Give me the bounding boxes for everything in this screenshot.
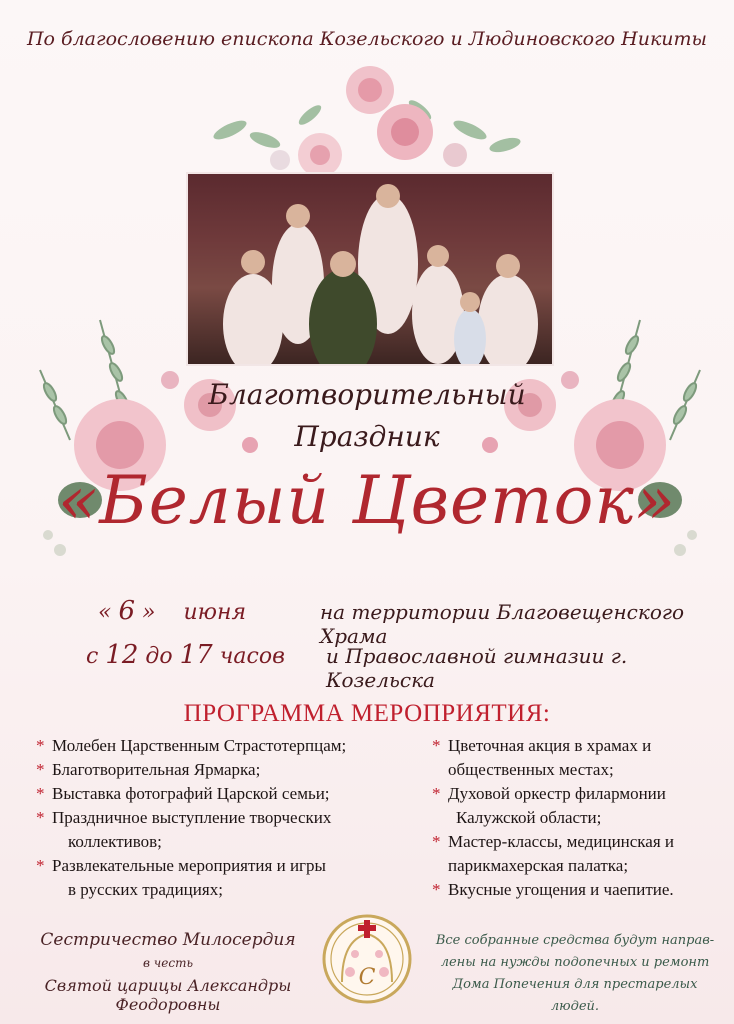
list-item (36, 854, 406, 902)
list-item-text: Вкусные угощения и чаепитие. (448, 880, 674, 899)
bullet-star: * (432, 880, 441, 899)
list-item-text: Мастер-классы, медицинская и (448, 832, 675, 851)
list-item-text: Благотворительная Ярмарка; (52, 760, 261, 779)
list-item-text: Духовой оркестр филармонии (448, 784, 666, 803)
bullet-star: * (432, 832, 441, 851)
program-list-right (432, 734, 722, 902)
time-from: 12 (105, 640, 139, 670)
list-item (36, 734, 406, 758)
subtitle-line-2: Праздник (294, 420, 440, 453)
rose-flower-icon (377, 104, 433, 160)
program-list-left (36, 734, 406, 902)
list-item-text-cont: в русских традициях; (68, 880, 223, 899)
list-item (432, 878, 722, 902)
list-item-text: Выставка фотографий Царской семьи; (52, 784, 330, 803)
time-unit: часов (219, 644, 285, 669)
list-item-text-cont: парикмахерская палатка; (448, 856, 629, 875)
blessing-line: По благословению епископа Козельского и Людиновского Никиты (26, 28, 708, 50)
donation-note (430, 930, 720, 1018)
list-item-text: Развлекательные мероприятия и игры (52, 856, 326, 875)
time-to-word: до (145, 644, 173, 669)
list-item (432, 830, 722, 878)
bullet-star: * (36, 856, 45, 875)
venue-line-1: на территории Благовещенского Храма (320, 600, 685, 648)
list-item-text-cont: коллективов; (68, 832, 162, 851)
date-quote-close: » (142, 600, 156, 625)
subtitle-line-1: Благотворительный (208, 378, 526, 411)
sisterhood-in-honor: в честь (143, 956, 193, 970)
list-item (432, 734, 722, 782)
emblem-letter: С (358, 965, 376, 990)
list-item (36, 758, 406, 782)
top-flower-garland (170, 60, 570, 180)
bullet-star: * (432, 784, 441, 803)
bullet-star: * (36, 784, 45, 803)
bullet-star: * (432, 736, 441, 755)
program-title: ПРОГРАММА МЕРОПРИЯТИЯ: (183, 700, 551, 727)
time-from-word: с (86, 644, 99, 669)
list-item-text-cont: общественных местах; (448, 760, 614, 779)
list-item (36, 782, 406, 806)
list-item-text-cont: Калужской области; (456, 808, 602, 827)
event-date (98, 596, 246, 626)
event-time (86, 640, 285, 670)
date-month: июня (183, 600, 247, 625)
event-title: «Белый Цветок» (57, 462, 677, 539)
rose-flower-icon (346, 66, 394, 114)
bullet-star: * (36, 808, 45, 827)
list-item-text: Молебен Царственным Страстотерпцам; (52, 736, 347, 755)
list-item (432, 782, 722, 830)
donation-note-line-1: Все собранные средства будут направ- (435, 933, 715, 948)
list-item-text: Цветочная акция в храмах и (448, 736, 652, 755)
donation-note-line-2: лены на нужды подопечных и ремонт (440, 955, 710, 970)
sisterhood-patron: Святой царицы Александры Феодоровны (44, 976, 292, 1014)
sisterhood-emblem (322, 912, 412, 1006)
rose-flower-icon (298, 133, 342, 177)
date-quote-open: « (98, 600, 112, 625)
venue-line-2: и Православной гимназии г. Козельска (326, 644, 628, 692)
sisterhood-name: Сестричество Милосердия (40, 930, 296, 950)
list-item (36, 806, 406, 854)
bullet-star: * (36, 736, 45, 755)
time-to: 17 (179, 640, 213, 670)
list-item-text: Праздничное выступление творческих (52, 808, 332, 827)
donation-note-line-3: Дома Попечения для престарелых людей. (452, 977, 698, 1014)
bullet-star: * (36, 760, 45, 779)
date-day: 6 (118, 596, 136, 626)
